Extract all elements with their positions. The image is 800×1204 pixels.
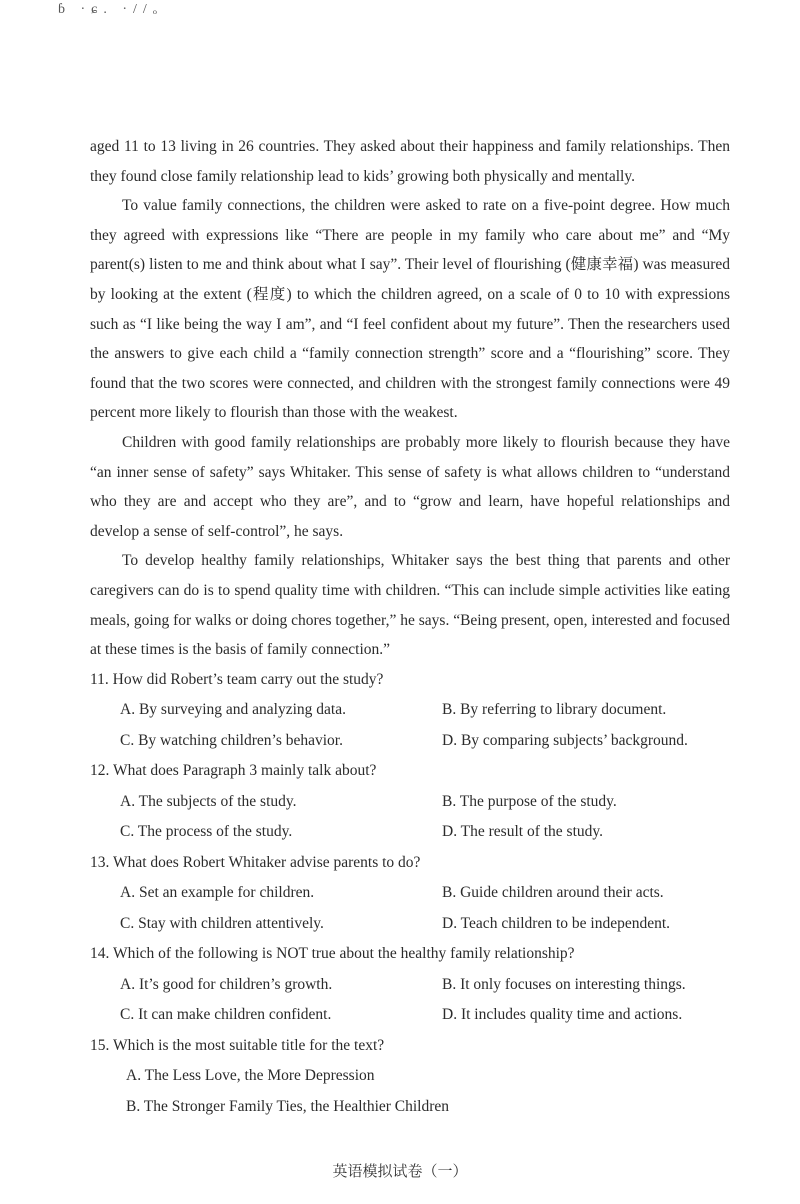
question-11: [90, 665, 730, 757]
option-b: B. Guide children around their acts.: [442, 884, 664, 902]
option-b: B. It only focuses on interesting things.: [442, 975, 686, 993]
question-12: [90, 756, 730, 848]
reading-passage: [90, 132, 730, 665]
option-d: D. It includes quality time and actions.: [442, 1006, 683, 1024]
question-15: [90, 1031, 730, 1123]
option-a: A. The subjects of the study.: [120, 792, 297, 810]
option-a: A. It’s good for children’s growth.: [120, 975, 333, 993]
option-c: C. It can make children confident.: [120, 1006, 332, 1024]
option-c: C. The process of the study.: [120, 823, 293, 841]
option-b: B. By referring to library document.: [442, 701, 667, 719]
option-d: D. Teach children to be independent.: [442, 914, 671, 932]
question-list: [90, 665, 730, 1123]
option-d: D. The result of the study.: [442, 823, 604, 841]
passage-paragraph: To value family connections, the children were asked to rate on a five-point degree. How much they agreed with expressions like “There are people in my family who care about me” and “My parent(s) listen to me and think about what I say”. Their level of flourishing (健康幸福) was measured by looking at the extent (程度) to which the children agreed, on a scale of 0 to 10 with expressions such as “I like being the way I am”, and “I feel confident about my future”. Then the researchers used the answers to give each child a “family connection strength” score and a “flourishing” score. They found that the two scores were connected, and children with the strongest family connections were 49 percent more likely to flourish than those with the weakest.: [90, 197, 730, 422]
option-list: [90, 1061, 730, 1122]
option-d: D. By comparing subjects’ background.: [442, 731, 688, 749]
option-c: C. Stay with children attentively.: [120, 914, 324, 932]
option-b: B. The Stronger Family Ties, the Healthier Children: [126, 1097, 450, 1115]
option-grid: [90, 970, 730, 1031]
option-grid: [90, 878, 730, 939]
option-grid: [90, 787, 730, 848]
page-footer: 英语模拟试卷（一）: [332, 1162, 468, 1180]
option-a: A. By surveying and analyzing data.: [120, 701, 346, 719]
question-13: [90, 848, 730, 940]
question-stem: 15. Which is the most suitable title for the text?: [90, 1036, 385, 1054]
option-c: C. By watching children’s behavior.: [120, 731, 343, 749]
passage-paragraph: Children with good family relationships are probably more likely to flourish because they have “an inner sense of safety” says Whitaker. This sense of safety is what allows children to “understand who they are and accept who they are”, and to “grow and learn, have hopeful relationships and develop a sense of self-control”, he says.: [90, 433, 730, 540]
option-grid: [90, 695, 730, 756]
option-a: A. The Less Love, the More Depression: [126, 1067, 375, 1085]
exam-page: [90, 132, 730, 1122]
passage-paragraph: To develop healthy family relationships, Whitaker says the best thing that parents and other caregivers can do is to spend quality time with children. “This can include simple activities like eating meals, going for walks or doing chores together,” he says. “Being present, open, interested and focused at these times is the basis of family connection.”: [90, 552, 730, 659]
option-a: A. Set an example for children.: [120, 884, 315, 902]
question-14: [90, 939, 730, 1031]
option-b: B. The purpose of the study.: [442, 792, 617, 810]
question-stem: 12. What does Paragraph 3 mainly talk about?: [90, 762, 377, 780]
question-stem: 11. How did Robert’s team carry out the study?: [90, 670, 384, 688]
question-stem: 14. Which of the following is NOT true about the healthy family relationship?: [90, 945, 575, 963]
scan-marks: ɓ ·ɕ. ·//ₒ: [58, 2, 163, 17]
question-stem: 13. What does Robert Whitaker advise parents to do?: [90, 853, 421, 871]
passage-paragraph: aged 11 to 13 living in 26 countries. They asked about their happiness and family relationships. Then they found close family relationship lead to kids’ growing both physically and mentally.: [90, 138, 730, 185]
